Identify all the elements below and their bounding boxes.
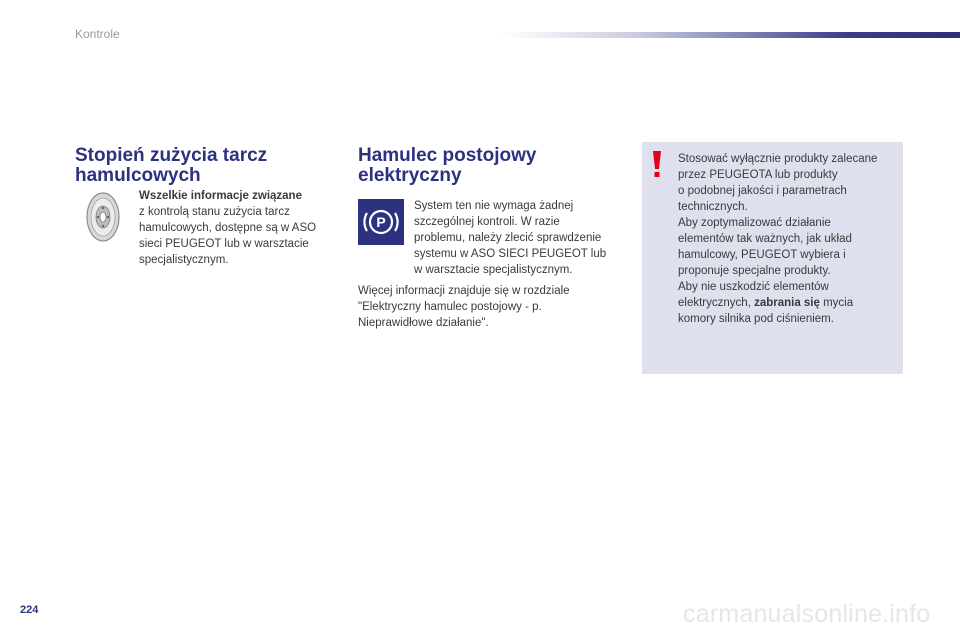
parking-brake-line: systemu w ASO SIECI PEUGEOT lub — [414, 248, 607, 260]
parking-brake-icon-letter: P — [376, 214, 386, 230]
parking-brake-line: problemu, należy zlecić sprawdzenie — [414, 232, 602, 244]
warning-line-end: mycia — [819, 297, 854, 309]
more-info-line: "Elektryczny hamulec postojowy - p. — [358, 301, 542, 313]
brake-discs-title-line1: Stopień zużycia tarcz — [75, 145, 268, 166]
warning-line: Aby nie uszkodzić elementów — [678, 281, 829, 293]
header-gradient-bar — [500, 32, 960, 38]
warning-line: Aby zoptymalizować działanie — [678, 217, 831, 229]
brake-discs-text — [139, 188, 339, 268]
parking-brake-text — [414, 198, 629, 278]
warning-line: hamulcowy, PEUGEOT wybiera i — [678, 249, 846, 261]
brake-discs-title — [75, 146, 267, 186]
brake-discs-title-line2: hamulcowych — [75, 165, 201, 186]
parking-brake-more-info — [358, 283, 618, 331]
warning-line-start: elektrycznych, — [678, 297, 755, 309]
page-number: 224 — [20, 604, 39, 616]
parking-brake-icon — [358, 199, 404, 245]
parking-brake-title-line2: elektryczny — [358, 165, 462, 186]
brake-discs-line: hamulcowych, dostępne są w ASO — [139, 222, 317, 234]
brake-disc-icon — [81, 191, 125, 243]
warning-text — [678, 151, 900, 327]
more-info-line: Więcej informacji znajduje się w rozdziale — [358, 285, 570, 297]
brake-discs-line: z kontrolą stanu zużycia tarcz — [139, 206, 290, 218]
parking-brake-title-line1: Hamulec postojowy — [358, 145, 537, 166]
parking-brake-title — [358, 146, 536, 186]
parking-brake-line: w warsztacie specjalistycznym. — [414, 264, 573, 276]
warning-emphasis: zabrania się — [754, 297, 820, 309]
parking-brake-line: szczególnej kontroli. W razie — [414, 216, 560, 228]
parking-brake-line: System ten nie wymaga żadnej — [414, 200, 574, 212]
warning-line: technicznych. — [678, 201, 748, 213]
warning-line: elementów tak ważnych, jak układ — [678, 233, 852, 245]
brake-discs-lead: Wszelkie informacje związane — [139, 190, 302, 202]
warning-line: Stosować wyłącznie produkty zalecane — [678, 153, 878, 165]
brake-discs-line: specjalistycznym. — [139, 254, 229, 266]
warning-line: o podobnej jakości i parametrach — [678, 185, 847, 197]
section-title: Kontrole — [75, 27, 120, 41]
brake-discs-line: sieci PEUGEOT lub w warsztacie — [139, 238, 309, 250]
warning-line: przez PEUGEOTA lub produkty — [678, 169, 838, 181]
watermark: carmanualsonline.info — [683, 600, 931, 628]
exclamation-icon — [650, 150, 664, 178]
more-info-line: Nieprawidłowe działanie". — [358, 317, 489, 329]
warning-line: proponuje specjalne produkty. — [678, 265, 831, 277]
warning-line: komory silnika pod ciśnieniem. — [678, 313, 834, 325]
